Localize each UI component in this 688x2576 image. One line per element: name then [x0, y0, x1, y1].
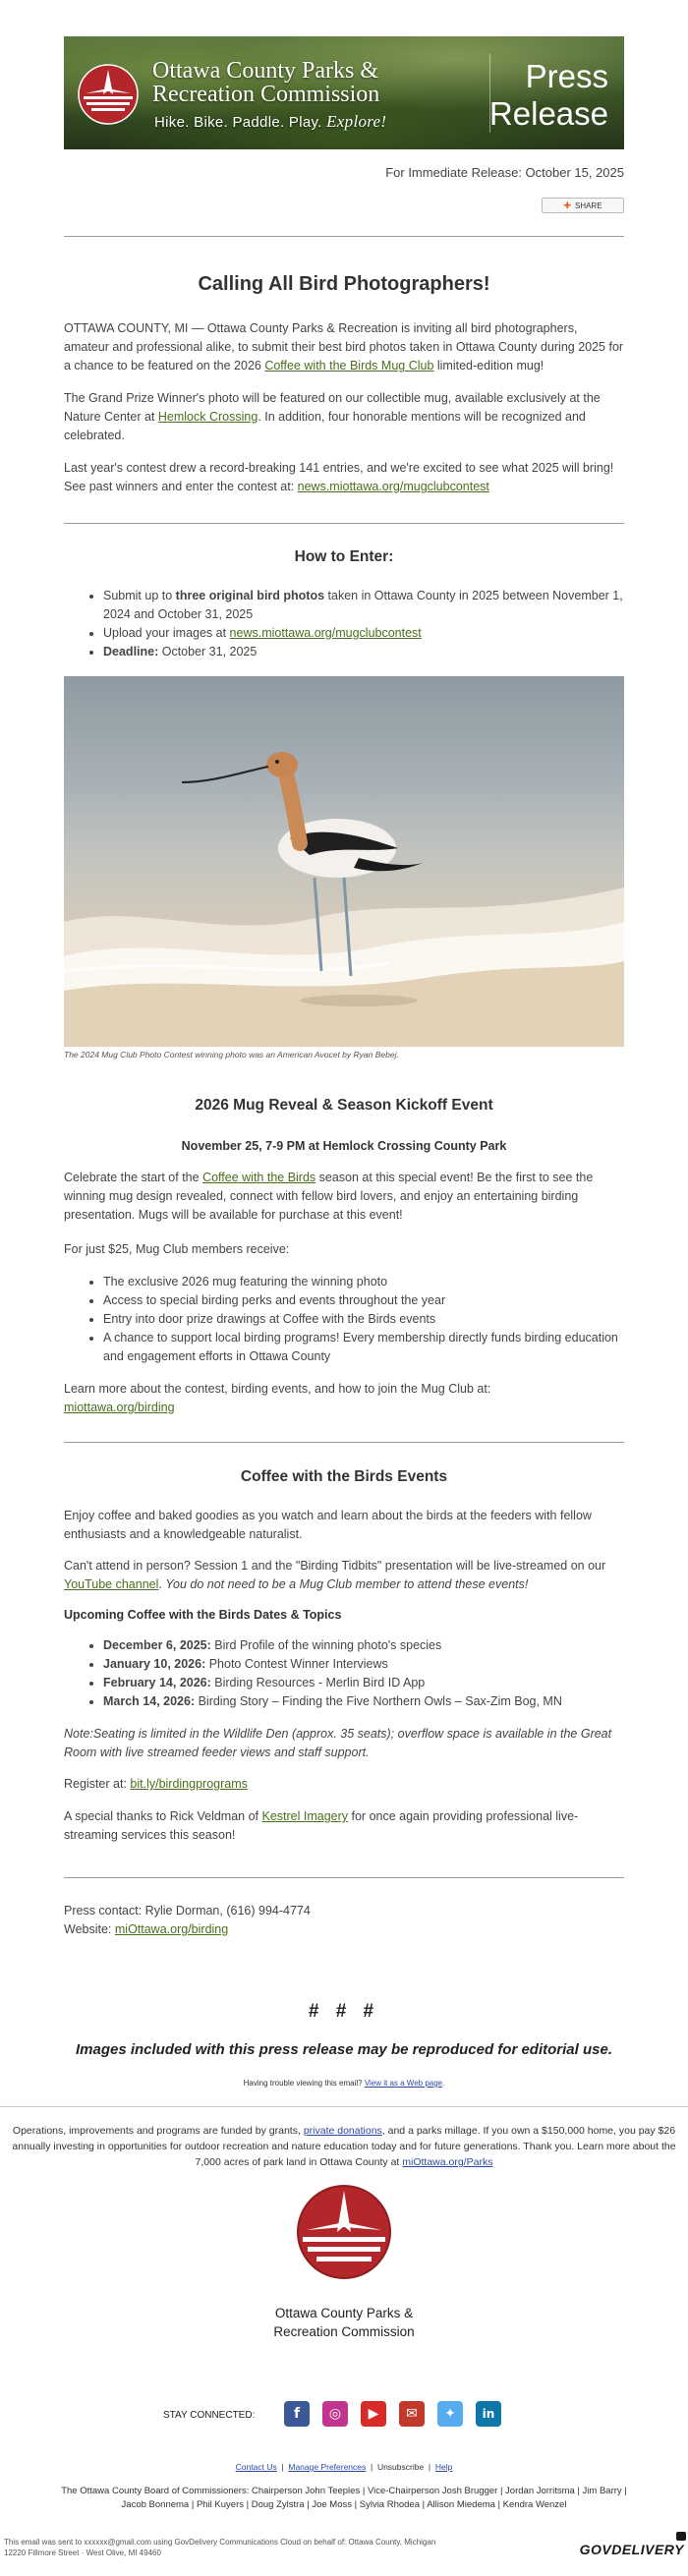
- email-icon[interactable]: ✉: [399, 2401, 425, 2427]
- reveal-subheading: November 25, 7-9 PM at Hemlock Crossing County Park: [181, 1139, 507, 1153]
- contact-us-link[interactable]: Contact Us: [235, 2462, 277, 2472]
- events-dates-heading: Upcoming Coffee with the Birds Dates & Topics: [64, 1608, 342, 1622]
- events-dates-list: [64, 1636, 624, 1711]
- press-contact: Press contact: Rylie Dorman, (616) 994-4774: [64, 1904, 311, 1918]
- intro-paragraph-1: OTTAWA COUNTY, MI — Ottawa County Parks & Recreation is inviting all bird photographers, amateur and professional alike, to submit their best bird photos taken in Ottawa County during 2025 for a chance to be featured on the 2026 Coffee with the Birds Mug Club limited-edition mug!: [64, 321, 624, 372]
- list-item: • March 14, 2026: Birding Story – Finding the Five Northern Owls – Sax-Zim Bog, MN: [103, 1692, 624, 1711]
- avocet-photo: [64, 676, 624, 1047]
- thanks-paragraph: A special thanks to Rick Veldman of Kestrel Imagery for once again providing professional live-streaming services this season!: [64, 1809, 579, 1842]
- photo-caption: The 2024 Mug Club Photo Contest winning photo was an American Avocet by Ryan Bebej.: [64, 1050, 399, 1059]
- list-item: • Submit up to three original bird photos taken in Ottawa County in 2025 between November 1, 2024 and October 31, 2025: [103, 587, 624, 624]
- intro-paragraph-2: The Grand Prize Winner's photo will be featured on our collectible mug, available exclusively at the Nature Center at Hemlock Crossing. In addition, four honorable mentions will be recognized and celebrated.: [64, 391, 601, 442]
- manage-preferences-link[interactable]: Manage Preferences: [288, 2462, 367, 2472]
- twitter-icon[interactable]: ✦: [437, 2401, 463, 2427]
- youtube-icon[interactable]: ▶: [361, 2401, 386, 2427]
- events-heading: Coffee with the Birds Events: [240, 1468, 448, 1485]
- divider: [64, 1877, 624, 1878]
- footer-org-name: Ottawa County Parks & Recreation Commission: [273, 2306, 415, 2339]
- parks-link[interactable]: miOttawa.org/Parks: [402, 2156, 493, 2168]
- list-item: • February 14, 2026: Birding Resources - Merlin Bird ID App: [103, 1674, 624, 1692]
- help-link[interactable]: Help: [434, 2462, 453, 2472]
- intro-paragraph-3: Last year's contest drew a record-breaking 141 entries, and we're excited to see what 2025 will bring! See past winners and enter the contest at: news.miottawa.org/mugclubcontest: [64, 461, 614, 493]
- header-banner: [64, 36, 624, 149]
- reveal-paragraph-2: For just $25, Mug Club members receive:: [64, 1242, 290, 1256]
- how-to-enter-list: [64, 587, 624, 661]
- benefits-list: [64, 1273, 624, 1366]
- divider: [64, 236, 624, 237]
- register-line: Register at: bit.ly/birdingprograms: [64, 1777, 248, 1791]
- website-link[interactable]: miOttawa.org/birding: [114, 1922, 229, 1936]
- list-item: • The exclusive 2026 mug featuring the winning photo: [103, 1273, 624, 1291]
- footer-parks-logo-icon: [295, 2183, 393, 2281]
- view-web-notice: Having trouble viewing this email? View it as a Web page.: [243, 2079, 445, 2088]
- footer-divider: [0, 2106, 688, 2107]
- reveal-paragraph-1: Celebrate the start of the Coffee with the Birds season at this special event! Be the first to see the winning mug design revealed, connect with fellow bird lovers, and enjoy an entertaining birding presentation. Mugs will be available for purchase at this event!: [64, 1171, 594, 1222]
- website-line: Website: miOttawa.org/birding: [64, 1922, 229, 1936]
- private-donations-link[interactable]: private donations: [303, 2125, 382, 2137]
- unsubscribe-link[interactable]: Unsubscribe: [376, 2462, 425, 2472]
- seating-note: Note:Seating is limited in the Wildlife Den (approx. 35 seats); overflow space is available in the Great Room with live streamed feeder views and staff support.: [64, 1727, 612, 1759]
- board-of-commissioners: The Ottawa County Board of Commissioners: Chairperson John Teeples | Vice-Chairperson Josh Brugger | Jordan Jorritsma | Jim Barry | Jacob Bonnema | Phil Kuyers | Doug Zylstra | Joe Moss | Sylvia Rhodea | Allison Miedema | Kendra Wenzel: [61, 2486, 627, 2510]
- facebook-icon[interactable]: f: [284, 2401, 310, 2427]
- kestrel-imagery-link[interactable]: Kestrel Imagery: [261, 1809, 349, 1823]
- list-item: • December 6, 2025: Bird Profile of the winning photo's species: [103, 1636, 624, 1655]
- govdelivery-note: This email was sent to xxxxxx@gmail.com using GovDelivery Communications Cloud on behalf of: Ottawa County, Michigan 12220 Fillmore Street · West Olive, MI 49460: [4, 2538, 436, 2557]
- events-paragraph-1: Enjoy coffee and baked goodies as you watch and learn about the birds at the feeders with fellow enthusiasts and a knowledgeable naturalist.: [64, 1509, 592, 1541]
- birding-link[interactable]: miottawa.org/birding: [64, 1401, 175, 1414]
- events-paragraph-2: Can't attend in person? Session 1 and the "Birding Tidbits" presentation will be live-streamed on our YouTube channel. You do not need to be a Mug Club member to attend these events!: [64, 1559, 606, 1591]
- reveal-paragraph-3: Learn more about the contest, birding events, and how to join the Mug Club at: miottawa.org/birding: [64, 1382, 491, 1414]
- register-link[interactable]: bit.ly/birdingprograms: [130, 1777, 248, 1791]
- upload-link[interactable]: news.miottawa.org/mugclubcontest: [229, 626, 422, 640]
- list-item: • A chance to support local birding programs! Every membership directly funds birding education and engagement efforts in Ottawa County: [103, 1329, 624, 1366]
- headline: Calling All Bird Photographers!: [198, 273, 490, 295]
- funding-text: Operations, improvements and programs are funded by grants, private donations, and a parks millage. If you own a $150,000 home, you pay $26 annually investing in opportunities for outdoor recreation and nature education today and for future generations. Thank you. Learn more about the 7,000 acres of park land in Ottawa County at miOttawa.org/Parks: [12, 2125, 676, 2168]
- chat-bubble-icon: [676, 2532, 686, 2541]
- how-to-enter-heading: How to Enter:: [294, 548, 394, 565]
- list-item: • Entry into door prize drawings at Coffee with the Birds events: [103, 1310, 624, 1329]
- list-item: • Access to special birding perks and events throughout the year: [103, 1291, 624, 1310]
- release-date: For Immediate Release: October 15, 2025: [385, 165, 624, 180]
- coffee-with-birds-link[interactable]: Coffee with the Birds: [202, 1171, 316, 1184]
- govdelivery-logo: GOVDELIVERY: [580, 2542, 684, 2557]
- hemlock-crossing-link[interactable]: Hemlock Crossing: [157, 410, 258, 424]
- linkedin-icon[interactable]: in: [476, 2401, 501, 2427]
- social-links: [284, 2401, 501, 2427]
- list-item: • Upload your images at news.miottawa.org/mugclubcontest: [103, 624, 624, 643]
- press-release-label: Press Release: [488, 58, 608, 132]
- reveal-heading: 2026 Mug Reveal & Season Kickoff Event: [195, 1097, 493, 1114]
- list-item: • Deadline: October 31, 2025: [103, 643, 624, 661]
- editorial-notice: Images included with this press release may be reproduced for editorial use.: [75, 2041, 612, 2058]
- parks-logo-icon: [78, 64, 139, 125]
- divider: [64, 523, 624, 524]
- tagline: Hike. Bike. Paddle. Play. Explore!: [154, 112, 387, 131]
- contest-link[interactable]: news.miottawa.org/mugclubcontest: [297, 480, 489, 493]
- mug-club-link[interactable]: Coffee with the Birds Mug Club: [264, 359, 434, 372]
- end-marker: # # #: [308, 2001, 380, 2022]
- stay-connected-label: STAY CONNECTED:: [163, 2410, 256, 2421]
- share-icon: ✚: [563, 200, 571, 210]
- org-name: Ottawa County Parks & Recreation Commission: [152, 58, 380, 107]
- youtube-channel-link[interactable]: YouTube channel: [64, 1577, 159, 1591]
- footer-links: Contact Us | Manage Preferences | Unsubscribe | Help: [235, 2462, 453, 2472]
- share-button[interactable]: ✚ SHARE: [542, 198, 624, 213]
- list-item: • January 10, 2026: Photo Contest Winner Interviews: [103, 1655, 624, 1674]
- view-web-link[interactable]: View it as a Web page: [364, 2079, 443, 2088]
- avocet-image: [64, 676, 624, 1047]
- instagram-icon[interactable]: ◎: [322, 2401, 348, 2427]
- divider: [64, 1442, 624, 1443]
